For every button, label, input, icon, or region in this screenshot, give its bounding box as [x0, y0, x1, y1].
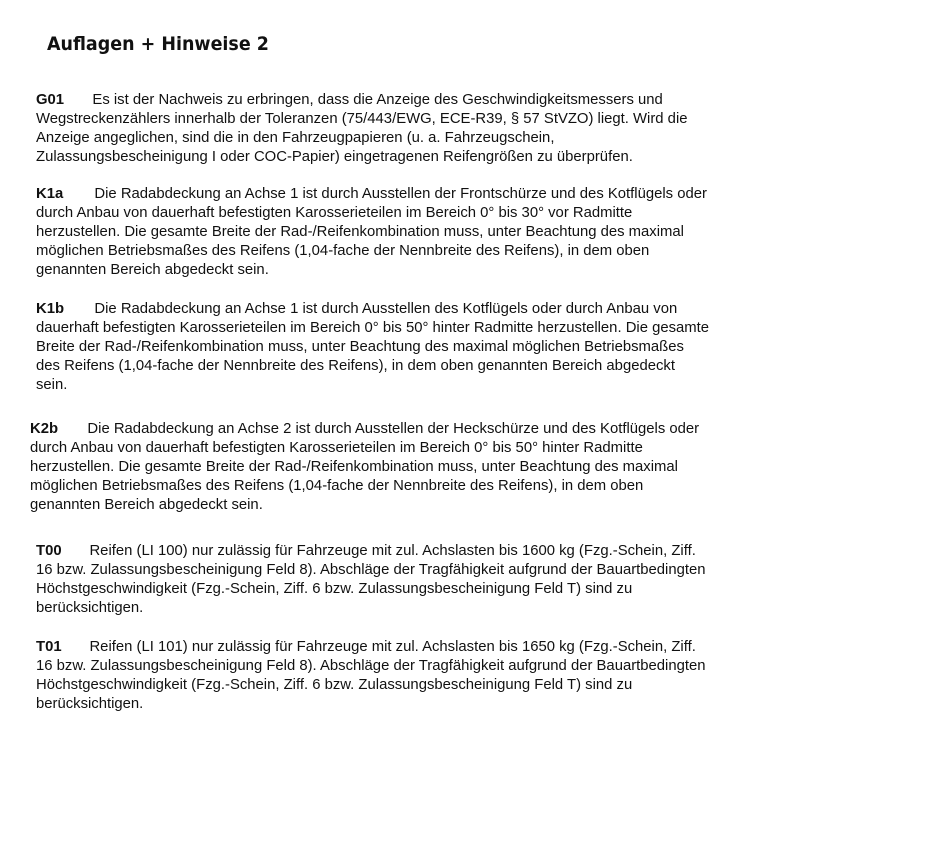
- note-text: dauerhaft befestigten Karosserieteilen im Bereich 0° bis 50° hinter Radmitte herzustellen. Die gesamte: [36, 319, 710, 336]
- note-text: berücksichtigen.: [36, 695, 144, 712]
- note-line: [36, 579, 706, 598]
- note-k2b: [30, 419, 706, 514]
- note-text: genannten Bereich abgedeckt sein.: [30, 496, 263, 513]
- note-text: Höchstgeschwindigkeit (Fzg.-Schein, Ziff. 6 bzw. Zulassungsbescheinigung Feld T) sind zu: [36, 676, 633, 693]
- note-text: Wegstreckenzählers innerhalb der Toleranzen (75/443/EWG, ECE-R39, § 57 StVZO) liegt. Wird die: [36, 110, 688, 127]
- note-line: [36, 128, 688, 147]
- note-code: K2b: [30, 420, 59, 437]
- note-line: [36, 299, 709, 318]
- note-line: [36, 637, 706, 656]
- note-text: 16 bzw. Zulassungsbescheinigung Feld 8). Abschläge der Tragfähigkeit aufgrund der Bauartbedingten: [36, 561, 706, 578]
- note-k1b: [36, 299, 716, 394]
- note-line: [30, 476, 699, 495]
- note-text: herzustellen. Die gesamte Breite der Rad-/Reifenkombination muss, unter Beachtung des maximal: [30, 458, 678, 475]
- note-line: [36, 356, 709, 375]
- note-code: G01: [36, 91, 65, 108]
- note-line: [30, 438, 699, 457]
- note-text: Die Radabdeckung an Achse 1 ist durch Ausstellen der Frontschürze und des Kotflügels oder: [94, 185, 707, 202]
- note-text: herzustellen. Die gesamte Breite der Rad-/Reifenkombination muss, unter Beachtung des maximal: [36, 223, 684, 240]
- note-text: Breite der Rad-/Reifenkombination muss, unter Beachtung des maximal möglichen Betriebsmaßes: [36, 338, 684, 355]
- note-line: [36, 241, 707, 260]
- note-text: Es ist der Nachweis zu erbringen, dass die Anzeige des Geschwindigkeitsmessers und: [92, 91, 663, 108]
- note-text: durch Anbau von dauerhaft befestigten Karosserieteilen im Bereich 0° bis 30° vor Radmitte: [36, 204, 633, 221]
- note-text: Reifen (LI 101) nur zulässig für Fahrzeuge mit zul. Achslasten bis 1650 kg (Fzg.-Schein, Ziff.: [89, 638, 696, 655]
- note-line: [36, 656, 706, 675]
- note-line: [30, 457, 699, 476]
- note-line: [36, 598, 706, 617]
- note-code: K1b: [36, 300, 65, 317]
- note-line: [36, 203, 707, 222]
- note-t00: [36, 541, 712, 617]
- note-code: K1a: [36, 185, 64, 202]
- note-line: [36, 109, 688, 128]
- note-text: Die Radabdeckung an Achse 1 ist durch Ausstellen des Kotflügels oder durch Anbau von: [94, 300, 678, 317]
- note-text: Höchstgeschwindigkeit (Fzg.-Schein, Ziff. 6 bzw. Zulassungsbescheinigung Feld T) sind zu: [36, 580, 633, 597]
- note-text: 16 bzw. Zulassungsbescheinigung Feld 8). Abschläge der Tragfähigkeit aufgrund der Bauartbedingten: [36, 657, 706, 674]
- note-line: [36, 90, 688, 109]
- note-k1a: [36, 184, 714, 279]
- note-code: T00: [36, 542, 62, 559]
- note-text: berücksichtigen.: [36, 599, 144, 616]
- note-line: [36, 675, 706, 694]
- note-line: [36, 222, 707, 241]
- note-line: [36, 560, 706, 579]
- note-line: [36, 337, 709, 356]
- note-text: möglichen Betriebsmaßes des Reifens (1,04-fache der Nennbreite des Reifens), in dem oben: [30, 477, 644, 494]
- note-line: [36, 147, 688, 166]
- note-text: durch Anbau von dauerhaft befestigten Karosserieteilen im Bereich 0° bis 50° hinter Radmitte: [30, 439, 643, 456]
- note-code: T01: [36, 638, 62, 655]
- note-line: [30, 419, 699, 438]
- note-text: Reifen (LI 100) nur zulässig für Fahrzeuge mit zul. Achslasten bis 1600 kg (Fzg.-Schein, Ziff.: [89, 542, 696, 559]
- note-text: Zulassungsbescheinigung I oder COC-Papier) eingetragenen Reifengrößen zu überprüfen.: [36, 148, 633, 165]
- note-text: genannten Bereich abgedeckt sein.: [36, 261, 269, 278]
- note-text: Die Radabdeckung an Achse 2 ist durch Ausstellen der Heckschürze und des Kotflügels oder: [87, 420, 700, 437]
- note-line: [36, 694, 706, 713]
- note-line: [30, 495, 699, 514]
- note-text: Anzeige angeglichen, sind die in den Fahrzeugpapieren (u. a. Fahrzeugschein,: [36, 129, 555, 146]
- note-line: [36, 541, 706, 560]
- note-line: [36, 184, 707, 203]
- note-line: [36, 375, 709, 394]
- note-line: [36, 260, 707, 279]
- note-text: des Reifens (1,04-fache der Nennbreite des Reifens), in dem oben genannten Bereich abgedeckt: [36, 357, 675, 374]
- note-line: [36, 318, 709, 337]
- note-text: möglichen Betriebsmaßes des Reifens (1,04-fache der Nennbreite des Reifens), in dem oben: [36, 242, 650, 259]
- note-t01: [36, 637, 712, 713]
- note-g01: [36, 90, 694, 166]
- note-text: sein.: [36, 376, 68, 393]
- page-title: Auflagen + Hinweise 2: [47, 33, 269, 55]
